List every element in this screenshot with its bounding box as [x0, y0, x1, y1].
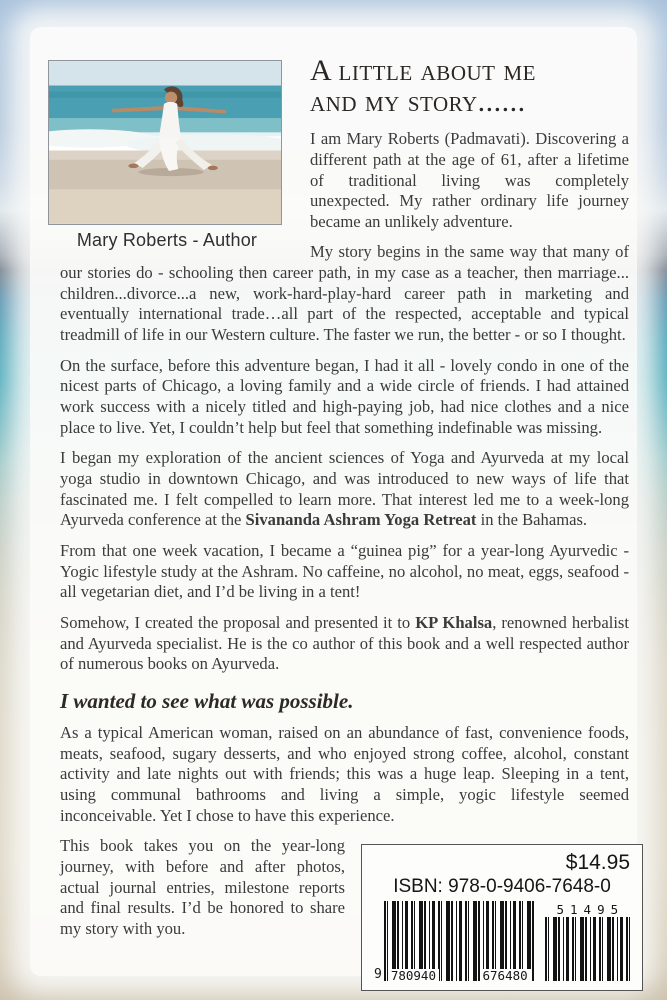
- ean-digits-group-2: 676480: [480, 969, 531, 982]
- paragraph-surface: On the surface, before this adventure began, I had it all - lovely condo in one of the nicest parts of Chicago, a loving family and a wide circle of friends. I had attained work success with a nicely titled and high-paying job, had nice clothes and a nice place to live. Yet, I couldn’t help but feel that something indefinable was missing.: [60, 355, 629, 437]
- barcode-box: [361, 844, 643, 991]
- ean-digits-group-1: 780940: [388, 969, 439, 982]
- ean-leading-digit: 9: [374, 967, 382, 983]
- ean-main-bars: [384, 901, 535, 984]
- paragraph-typical-woman: As a typical American woman, raised on an abundance of fast, convenience foods, meats, seafood, sugary desserts, and who enjoyed strong coffee, alcohol, constant activity and late nights out with friends; this was a huge leap. Sleeping in a tent, using communal bathrooms and living a simple, yogic lifestyle seemed inconceivable. Yet I chose to have this experience.: [60, 723, 629, 825]
- isbn-label: ISBN: 978-0-9406-7648-0: [393, 876, 611, 898]
- ean-barcode: [374, 901, 630, 984]
- statement-heading: I wanted to see what was possible.: [60, 688, 354, 713]
- retreat-name: Sivananda Ashram Yoga Retreat: [245, 510, 477, 530]
- paragraph-exploration-end: in the Bahamas.: [476, 510, 588, 530]
- paragraph-proposal-end: , renowned herbalist and Ayurveda specialist. He is the co author of this book and a well respected author of numerous books on Ayurveda.: [60, 612, 629, 674]
- author-photo-block: [48, 60, 286, 251]
- paragraph-proposal-text: Somehow, I created the proposal and presented it to: [60, 612, 416, 632]
- addon-bars: [545, 917, 630, 981]
- author-yoga-photo: [48, 60, 282, 225]
- paragraph-exploration-text: I began my exploration of the ancient sciences of Yoga and Ayurveda at my local yoga studio in downtown Chicago, and was introduced to new ways of life that fascinated me. I felt compelled to learn more. That interest led me to a week-long Ayurveda conference at the: [60, 448, 629, 530]
- title-line-1: A little about me: [310, 54, 536, 87]
- paragraph-intro: I am Mary Roberts (Padmavati). Discovering a different path at the age of 61, after a lifetime of traditional living was completely unexpected. My rather ordinary life journey became an unlikely adventure.: [310, 129, 629, 231]
- ean-addon: [545, 903, 630, 981]
- addon-digits: 51495: [556, 902, 625, 918]
- price-label: $14.95: [565, 851, 630, 875]
- title-line-2: and my story......: [310, 84, 526, 118]
- paragraph-proposal: [60, 613, 629, 675]
- coauthor-name: KP Khalsa: [415, 612, 493, 632]
- paragraph-exploration: [60, 448, 629, 531]
- paragraph-closing: This book takes you on the year-long journey, with before and after photos, actual journal entries, milestone reports and final results. I’d be honored to share my story with you.: [60, 836, 345, 938]
- ean-digit-groups: [388, 969, 531, 982]
- author-photo-caption: Mary Roberts - Author: [76, 230, 258, 250]
- yoga-beach-illustration: [49, 61, 281, 224]
- paragraph-story-begins: My story begins in the same way that many of our stories do - schooling then career path, in my case as a teacher, then marriage... children...divorce...a new, work-hard-play-hard career path in marketing and eventually international trade…all part of the respected, acceptable and typical treadmill of life in our Western culture. The faster we run, the better - or so I thought.: [60, 242, 629, 345]
- paragraph-guinea-pig: From that one week vacation, I became a “guinea pig” for a year-long Ayurvedic - Yogic lifestyle study at the Ashram. No caffeine, no alcohol, no meat, eggs, seafood - all vegetarian diet, and I’d be living in a tent!: [60, 541, 629, 602]
